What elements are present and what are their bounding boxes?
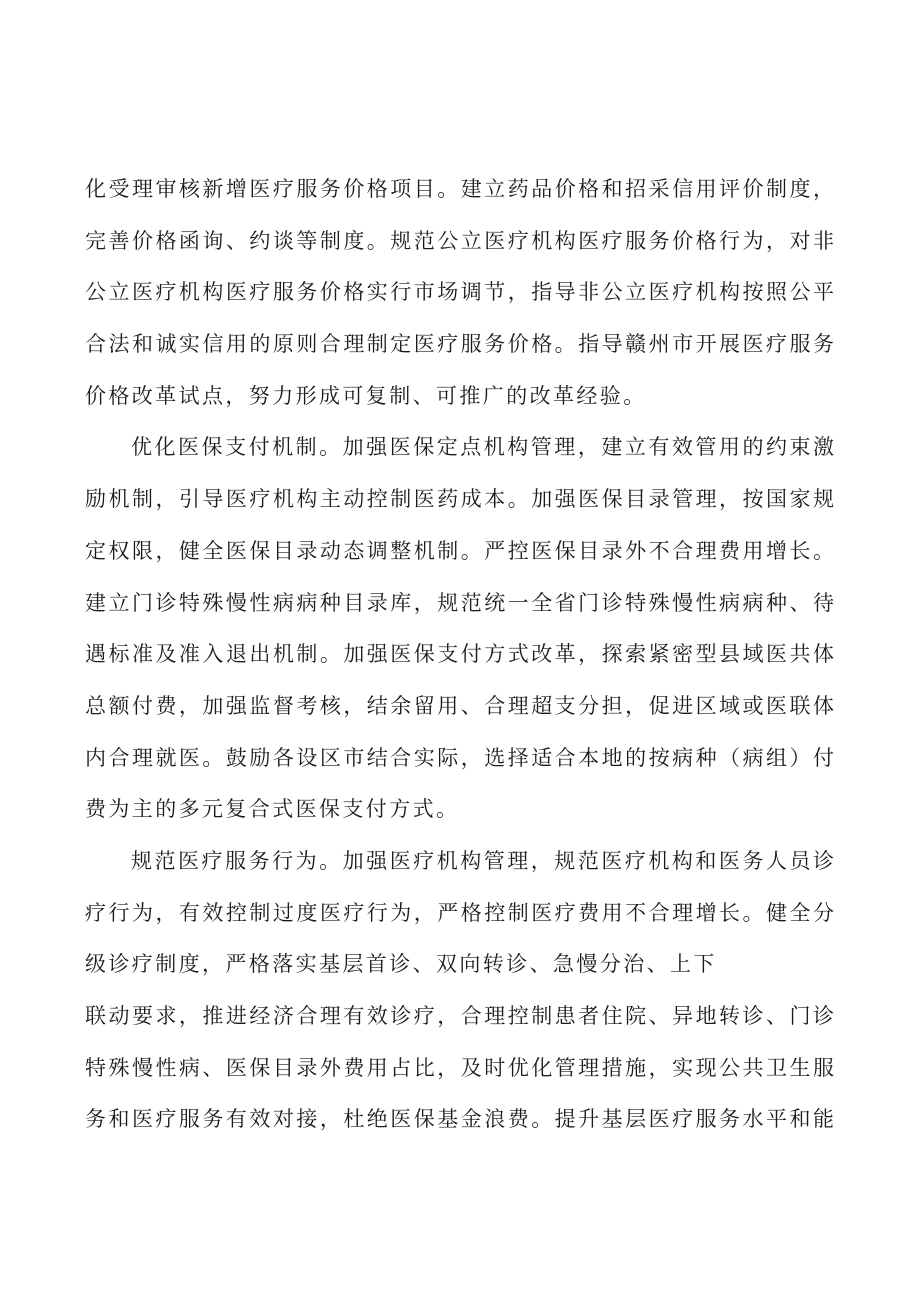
text-line: 特殊慢性病、医保目录外费用占比，及时优化管理措施，实现公共卫生服 (85, 1055, 835, 1080)
text-line: 级诊疗制度，严格落实基层首诊、双向转诊、急慢分治、上下 (85, 952, 717, 977)
text-line: 定权限，健全医保目录动态调整机制。严控医保目录外不合理费用增长。 (85, 538, 835, 563)
text-line: 价格改革试点，努力形成可复制、可推广的改革经验。 (85, 383, 647, 408)
paragraph-insurance-payment (85, 422, 835, 836)
text-line: 公立医疗机构医疗服务价格实行市场调节，指导非公立医疗机构按照公平 (85, 280, 835, 305)
text-line: 总额付费，加强监督考核，结余留用、合理超支分担，促进区域或医联体 (85, 693, 835, 718)
text-line: 费为主的多元复合式医保支付方式。 (85, 797, 460, 822)
text-line: 完善价格函询、约谈等制度。规范公立医疗机构医疗服务价格行为，对非 (85, 228, 835, 253)
document-page (85, 164, 835, 1146)
text-line: 遇标准及准入退出机制。加强医保支付方式改革，探索紧密型县域医共体 (85, 642, 835, 667)
text-line: 规范医疗服务行为。加强医疗机构管理，规范医疗机构和医务人员诊 (131, 848, 835, 873)
text-line: 联动要求，推进经济合理有效诊疗，合理控制患者住院、异地转诊、门诊 (85, 1004, 835, 1028)
paragraph-medical-service-behavior (85, 836, 835, 1146)
text-line: 建立门诊特殊慢性病病种目录库，规范统一全省门诊特殊慢性病病种、待 (85, 590, 835, 615)
text-line: 化受理审核新增医疗服务价格项目。建立药品价格和招采信用评价制度， (85, 177, 835, 201)
text-line: 内合理就医。鼓励各设区市结合实际，选择适合本地的按病种（病组）付 (85, 745, 835, 770)
text-line: 务和医疗服务有效对接，杜绝医保基金浪费。提升基层医疗服务水平和能 (85, 1107, 835, 1132)
text-line: 励机制，引导医疗机构主动控制医药成本。加强医保目录管理，按国家规 (85, 487, 835, 512)
text-line: 疗行为，有效控制过度医疗行为，严格控制医疗费用不合理增长。健全分 (85, 900, 835, 925)
text-line: 优化医保支付机制。加强医保定点机构管理，建立有效管用的约束激 (131, 435, 835, 460)
paragraph-price-reform (85, 164, 835, 422)
text-line: 合法和诚实信用的原则合理制定医疗服务价格。指导赣州市开展医疗服务 (85, 332, 835, 357)
